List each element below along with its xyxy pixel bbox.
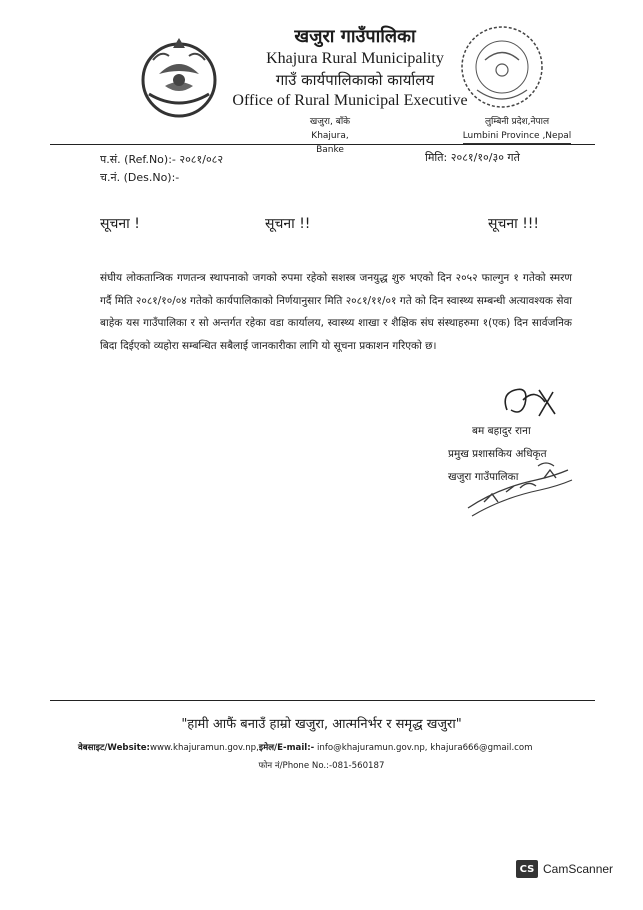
notice-heading-3: सूचना !!!: [488, 216, 540, 232]
municipal-seal-icon: [455, 20, 550, 115]
signatory-title: प्रमुख प्रशासकिय अधिकृत: [448, 448, 547, 460]
header-divider: [50, 144, 595, 145]
camscanner-logo-icon: CS: [516, 860, 538, 878]
municipality-name-en: Khajura Rural Municipality: [266, 50, 444, 67]
camscanner-label: CamScanner: [543, 862, 614, 876]
municipality-name-np: खजुरा गाउँपालिका: [294, 26, 416, 47]
signatory-name: बम बहादुर राना: [472, 425, 531, 437]
official-stamp-icon: [458, 458, 576, 520]
email-value: info@khajuramun.gov.np, khajura666@gmail.com: [317, 743, 533, 753]
footer-slogan: "हामी आफैं बनाउँ हाम्रो खजुरा, आत्मनिर्भर र समृद्ध खजुरा": [181, 717, 462, 732]
signature-scribble-icon: [495, 380, 565, 426]
address-left-np: खजुरा, बाँके: [309, 117, 351, 127]
letterhead: [232, 20, 470, 110]
website-label: वेबसाइट/Website:: [78, 743, 150, 753]
address-right: [452, 115, 582, 144]
letter-date: मिति: २०८१/१०/३० गते: [425, 151, 520, 164]
notice-heading-1: सूचना !: [100, 216, 140, 232]
nepal-emblem-icon: [135, 34, 223, 122]
footer-phone: फोन नं/Phone No.:-081-560187: [258, 761, 385, 771]
notice-body: संघीय लोकतान्त्रिक गणतन्त्र स्थापनाको जगको रुपमा रहेको सशस्त्र जनयुद्ध शुरु भएको दिन २०५२ फाल्गुन १ गतेको स्मरण गर्दै मिति २०८१/१०/०४ गतेको कार्यपालिकाको निर्णयानुसार मिति २०८१/११/०१ गते को दिन स्वास्थ्य सम्बन्धी अत्यावश्यक सेवा बाहेक यस गाउँपालिका र सो अन्तर्गत रहेका वडा कार्यालय, स्वास्थ्य शाखा र शैक्षिक संघ संस्थाहरुमा १(एक) दिन सार्वजनिक बिदा दिईएको व्यहोरा सम्बन्धित सबैलाई जानकारीका लागि यो सूचना प्रकाशन गरिएको छ।: [100, 272, 572, 352]
website-value: www.khajuramun.gov.np,: [150, 743, 259, 753]
office-name-np: गाउँ कार्यपालिकाको कार्यालय: [275, 71, 435, 89]
reference-number: प.सं. (Ref.No):- २०८१/०८२: [100, 153, 224, 166]
office-name-en: Office of Rural Municipal Executive: [232, 92, 468, 109]
address-right-en: Lumbini Province ,Nepal: [463, 129, 572, 144]
signatory-organization: खजुरा गाउँपालिका: [448, 471, 519, 483]
address-left: [300, 115, 360, 157]
address-right-np: लुम्बिनी प्रदेश,नेपाल: [484, 117, 550, 127]
address-left-en: Khajura, Banke: [311, 131, 349, 155]
camscanner-watermark: [516, 860, 613, 878]
notice-heading-2: सूचना !!: [265, 216, 311, 232]
dispatch-number: च.नं. (Des.No):-: [100, 171, 180, 184]
footer-contact: [78, 741, 533, 753]
email-label: इमेल/E-mail:-: [258, 743, 315, 753]
footer-divider: [50, 700, 595, 701]
